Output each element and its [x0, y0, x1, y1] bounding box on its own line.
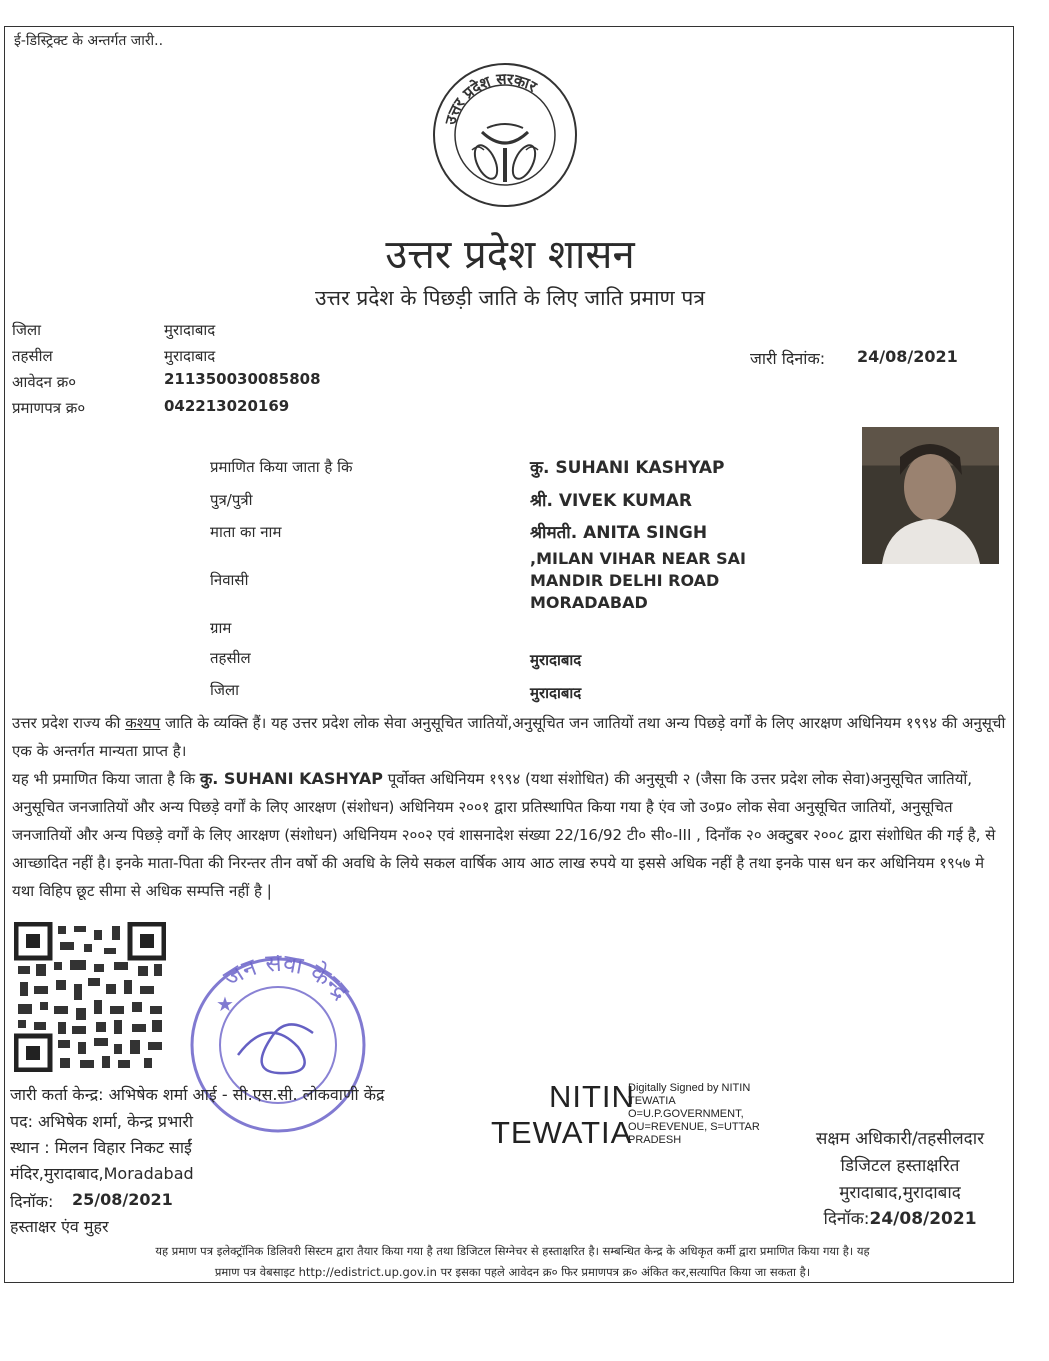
- signature-and-seal-label: हस्ताक्षर एंव मुहर: [10, 1217, 109, 1236]
- digital-signer-last-name: TEWATIA: [491, 1115, 633, 1150]
- digital-signature-line3: O=U.P.GOVERNMENT,: [628, 1108, 744, 1120]
- digital-signature-line2: TEWATIA: [628, 1095, 676, 1107]
- parent-label: पुत्र/पुत्री: [210, 491, 253, 509]
- tehsil-label: तहसील: [12, 347, 53, 365]
- digital-signature-details: [628, 1082, 760, 1147]
- authority-date-value: 24/08/2021: [869, 1209, 977, 1229]
- authority-date-label: दिनॉक:: [823, 1209, 870, 1229]
- caste-statement: [12, 709, 1007, 765]
- digital-signature-line1: Digitally Signed by NITIN: [628, 1082, 751, 1094]
- certified-label: प्रमाणित किया जाता है कि: [210, 458, 353, 476]
- village-label: ग्राम: [210, 619, 232, 637]
- up-government-emblem: [432, 62, 578, 212]
- issuer-post: पद: अभिषेक शर्मा, केन्द्र प्रभारी: [10, 1112, 194, 1131]
- resident-address-line1: ,MILAN VIHAR NEAR SAI: [530, 549, 746, 568]
- mother-name-value: श्रीमती. ANITA SINGH: [530, 523, 708, 543]
- detail-tehsil-label: तहसील: [210, 649, 251, 667]
- district-value: मुरादाबाद: [164, 321, 216, 339]
- issue-date-label: जारी दिनांक:: [750, 349, 826, 368]
- issuing-center: जारी कर्ता केन्द्र: अभिषेक शर्मा आई - सी.एस.सी. लोकवाणी केंद्र: [10, 1085, 385, 1104]
- issuer-place-line2: मंदिर,मुरादाबाद,Moradabad: [10, 1164, 194, 1183]
- resident-address-line3: MORADABAD: [530, 593, 648, 612]
- digitally-signed-label: डिजिटल हस्ताक्षरित: [840, 1156, 960, 1176]
- resident-label: निवासी: [210, 571, 249, 589]
- issuer-place-line1: स्थान : मिलन विहार निकट साईं: [10, 1138, 192, 1157]
- parent-name-value: श्री. VIVEK KUMAR: [530, 491, 693, 511]
- district-label: जिला: [12, 321, 42, 339]
- certificate-number-label: प्रमाणपत्र क्र०: [12, 399, 86, 417]
- eligibility-statement-text: पूर्वोक्त अधिनियम १९९४ (यथा संशोधित) की अनुसूची २ (जैसा कि उत्तर प्रदेश लोक सेवा)अनुसूचित जातियों, अनुसूचित जनजातियों और अन्य पिछड़े वर्गों के लिए आरक्षण (संशोधन) अधिनियम २००१ द्वारा प्रतिस्थापित किया गया है एंव जो उ०प्र० लोक सेवा अनुसूचित जातियों, अनुसूचित जनजातियों और अन्य पिछड़े वर्गों के लिए आरक्षण (संशोधन) अधिनियम २००२ एवं शासनादेश संख्या 22/16/92 टी० सी०-III , दिनाँक २० अक्टुबर २००८ द्वारा संशोधित की गई है, से आच्छादित नहीं है। इनके माता-पिता की निरन्तर तीन वर्षो की अवधि के लिये सकल वार्षिक आय आठ लाख रुपये या इससे अधिक नहीं है तथा इनके पास धन कर अधिनियम १९५७ मे यथा विहिप छूट सीमा से अधिक सम्पत्ति नहीं है |: [12, 770, 996, 900]
- detail-district-label: जिला: [210, 681, 240, 699]
- certified-name-value: कु. SUHANI KASHYAP: [530, 458, 725, 478]
- verification-qr-code: [14, 922, 166, 1072]
- page-title: उत्तर प्रदेश शासन: [385, 232, 635, 278]
- digital-signer-first-name: NITIN: [549, 1079, 635, 1114]
- authority-designation: सक्षम अधिकारी/तहसीलदार: [815, 1129, 985, 1149]
- disclaimer-line1: यह प्रमाण पत्र इलेक्ट्रॉनिक डिलिवरी सिस्टम द्वारा तैयार किया गया है तथा डिजिटल सिग्नेचर से हस्ताक्षरित है। सम्बन्धित केन्द्र के अधिकृत कर्मी द्वारा प्रमाणित किया गया है। यह: [155, 1244, 870, 1258]
- svg-text:जन सेवा केन्द्र: [219, 955, 355, 1006]
- digital-signature-line5: PRADESH: [628, 1134, 682, 1146]
- detail-district-value: मुरादाबाद: [530, 684, 582, 702]
- eligibility-statement-prefix: यह भी प्रमाणित किया जाता है कि: [12, 770, 200, 788]
- digital-signature-line4: OU=REVENUE, S=UTTAR: [628, 1121, 760, 1133]
- eligibility-statement: [12, 765, 1007, 905]
- verification-disclaimer: [20, 1241, 1005, 1283]
- header-note: ई-डिस्ट्रिक्ट के अन्तर्गत जारी..: [14, 33, 164, 49]
- svg-text:उत्तर प्रदेश सरकार: [441, 70, 541, 128]
- caste-name: कश्यप: [125, 714, 161, 732]
- authority-date: [780, 1206, 1020, 1229]
- resident-address-line2: MANDIR DELHI ROAD: [530, 571, 720, 590]
- caste-statement-prefix: उत्तर प्रदेश राज्य की: [12, 714, 126, 732]
- issue-date-value: 24/08/2021: [857, 347, 958, 366]
- applicant-photo: [862, 427, 999, 564]
- jan-seva-kendra-stamp: [188, 955, 368, 1139]
- certificate-number-value: 042213020169: [164, 397, 290, 415]
- stamp-text: जन सेवा केन्द्र: [218, 955, 355, 1006]
- application-number-value: 211350030085808: [164, 370, 321, 388]
- caste-statement-text: जाति के व्यक्ति हैं। यह उत्तर प्रदेश लोक सेवा अनुसूचित जातियों,अनुसूचित जन जातियों तथा अन्य पिछड़े वर्गों के लिए आरक्षण अधिनियम १९९४ की अनुसूची एक के अन्तर्गत मान्यता प्राप्त है।: [12, 714, 1006, 760]
- svg-text:★: ★: [216, 992, 234, 1016]
- tehsil-value: मुरादाबाद: [164, 347, 216, 365]
- certificate-subtitle: उत्तर प्रदेश के पिछड़ी जाति के लिए जाति प्रमाण पत्र: [315, 286, 705, 310]
- issuer-date-label: दिनॉक:: [10, 1192, 54, 1211]
- issuer-date-value: 25/08/2021: [72, 1190, 173, 1209]
- eligibility-applicant-name: कु. SUHANI KASHYAP: [199, 769, 383, 788]
- disclaimer-line2: प्रमाण पत्र वेबसाइट http://edistrict.up.gov.in पर इसका पहले आवेदन क्र० फिर प्रमाणपत्र क्र० अंकित कर,सत्यापित किया जा सकता है।: [214, 1265, 811, 1279]
- emblem-text: उत्तर प्रदेश सरकार: [441, 69, 540, 127]
- application-number-label: आवेदन क्र०: [12, 373, 77, 391]
- authority-place: मुरादाबाद,मुरादाबाद: [839, 1183, 961, 1203]
- mother-label: माता का नाम: [210, 523, 282, 541]
- detail-tehsil-value: मुरादाबाद: [530, 651, 582, 669]
